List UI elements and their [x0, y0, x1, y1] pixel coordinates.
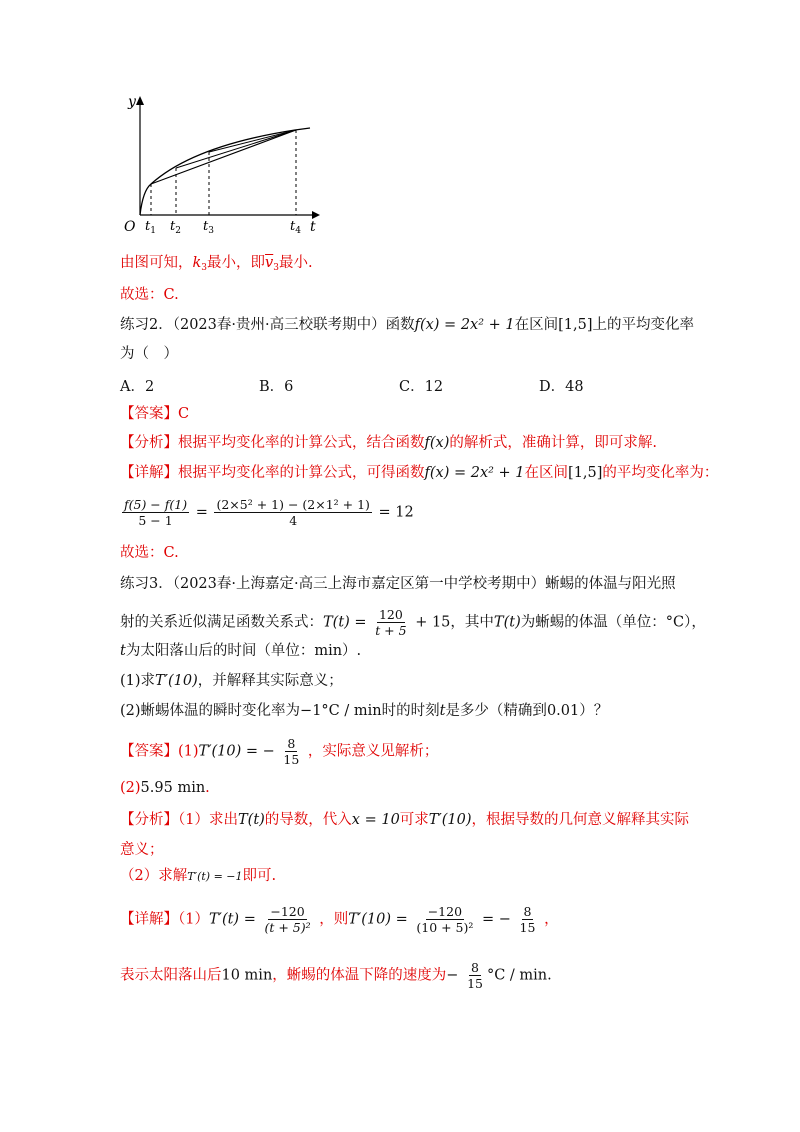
q2-detail: 【详解】根据平均变化率的计算公式，可得函数f(x) = 2x² + 1在区间[1,5]的平均变化率为： [120, 465, 719, 481]
secant-t2-t4 [176, 130, 296, 168]
q3-analysis-2: （2）求解T′(t) = −1即可. [120, 868, 277, 884]
t2-label: $t_2$ [170, 219, 181, 236]
q3-analysis: 【分析】（1）求出T(t)的导数，代入x = 10可求T′(10)，根据导数的几何意义解释其实际 [120, 812, 690, 828]
q3-stem-line3: t为太阳落山后的时间（单位：min）. [120, 643, 362, 659]
origin-label: O [124, 219, 136, 235]
q2-choice: 故选：C. [120, 545, 179, 561]
curve [140, 128, 310, 215]
rate-graph [110, 88, 335, 238]
q2-calculation: $\frac{f(5) - f(1)}{5 - 1}$ = $\frac{\text{(2×5² + 1) − (2×1² + 1)}}{4}$ = 12 [124, 497, 414, 528]
q3-meaning: 表示太阳落山后10 min，蜥蜴的体温下降的速度为− $\frac{8}{15}$ °C / min. [120, 960, 552, 991]
q3-subquestion-2: (2)蜥蜴体温的瞬时变化率为−1°C / min时的时刻t是多少（精确到0.01）？ [120, 703, 609, 719]
q2-answer: 【答案】C [120, 406, 190, 422]
q2-option-d: D．48 [539, 379, 584, 395]
secant-t1-t4 [151, 130, 296, 184]
secant-t3-t4 [209, 130, 296, 152]
q2-option-b: B．6 [259, 379, 294, 395]
q2-stem-end: 为（ ） [120, 346, 178, 362]
q3-detail: 【详解】（1）T′(t) = $\frac{-120}{\text{(t + 5)²}}$ ，则T′(10) = $\frac{-120}{\text{(10 + 5)²}}$ = − $\frac{8}{15}$ ， [120, 904, 559, 935]
y-label: y [128, 94, 136, 110]
q3-answer-2: (2)5.95 min. [120, 780, 210, 796]
q2-option-a: A．2 [120, 379, 155, 395]
t4-label: $t_4$ [290, 219, 301, 236]
t3-label: $t_3$ [203, 219, 214, 236]
q3-subquestion-1: (1)求T′(10)，并解释其实际意义； [120, 673, 343, 689]
q3-answer-1: 【答案】(1)T′(10) = − $\frac{8}{15}$ ，实际意义见解析； [120, 736, 439, 767]
q2-option-c: C．12 [399, 379, 444, 395]
q1-conclusion: 由图可知，$k_3$最小，即$\overline{v}_3$最小. [120, 255, 313, 273]
q3-stem-line1: 练习3．（2023春·上海嘉定·高三上海市嘉定区第一中学校考期中）蜥蜴的体温与阳光照 [120, 576, 676, 592]
t-label: t [310, 219, 316, 235]
y-axis-arrow [136, 96, 144, 105]
q2-stem: 练习2．（2023春·贵州·高三校联考期中）函数f(x) = 2x² + 1在区间[1,5]上的平均变化率 [120, 317, 695, 333]
t-axis-arrow [312, 211, 320, 219]
t1-label: $t_1$ [145, 219, 156, 236]
q2-analysis: 【分析】根据平均变化率的计算公式，结合函数f(x)的解析式，准确计算，即可求解. [120, 435, 657, 451]
q3-analysis-cont: 意义； [120, 842, 164, 858]
q1-choice: 故选：C. [120, 287, 179, 303]
q3-stem-line2: 射的关系近似满足函数关系式：T(t) = $\frac{120}{t + 5}$ + 15，其中T(t)为蜥蜴的体温（单位：°C）， [120, 607, 706, 638]
